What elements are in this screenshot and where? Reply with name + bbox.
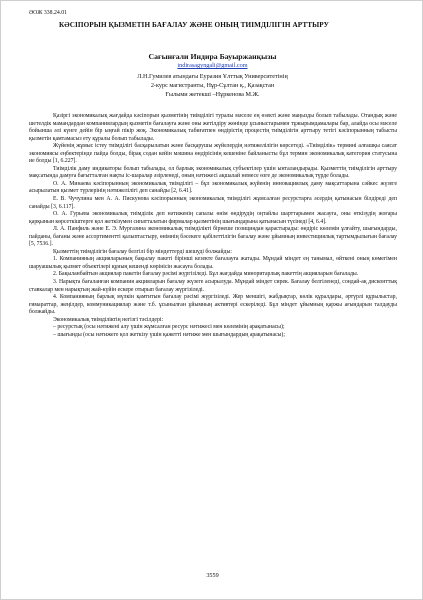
list-item: 2. Бақыланбайтын акциялар пакетін бағалау рәсімі жүргізіледі. Бұл жағдайда миноритарлық пакеттің акцияларын бағалады. [53,271,359,278]
paragraph: О. А. Минаева кәсіпорынның экономикалық тиімділігі – бұл экономикалық жүйенің инновациялық даму мақсаттарына сәйкес жүзеге асырылатын қызмет түрлерінің нәтижелілігі деп санайды [2, 6.41]. [29,180,397,195]
paragraph: Қызметтің тиімділігін бағалау белгілі бір міндеттерді шешуді болжайды: [53,248,232,255]
list-item: – ресурстық (осы нәтижені алу үшін жұмсалған ресурс нәтижесі мен көлемінің арақатынасы); [53,324,285,331]
list-item: 4. Компанияның барлық мүлкін қамтитын бағалау рәсімі жүргізіледі. Жер меншігі, жабдықтар, көлік құралдары, әртүрлі құрылыстар, ғимараттар, жеңілдер, коммуникациялар және т.б. ұсынылған ұйымның активтері ескеріледі. Бұл міндет ұйымның қаржы ағындарын талдауды болжайды. [29,294,397,316]
author-email-link[interactable]: indirasagyngali@gmail.com [177,62,248,69]
article-title: КӘСІПОРЫН ҚЫЗМЕТІН БАҒАЛАУ ЖӘНЕ ОНЫҢ ТИІМДІЛІГІН АРТТЫРУ [59,21,329,29]
list-item: 3. Нарықта бағаланған компания акцияларын бағалау жүзеге асырылуда. Мұндай міндет сирек. Бағалау белгіленеді, сондай-ақ дисконттық ставкалар мен нарықтың жай-күйін ескере отырып бағалау жүргізіледі. [29,279,397,293]
paragraph: Л. А. Панфиль және Е. Э. Мургазина экономикалық тиімділікті бірнеше позициядан қарастырады: өндіріс көлемін ұлғайту, шығындарды, пайданы, бағаны және ассортиментті қалыптастыру, өнімнің бәсекеге қабілеттілігін бағалау және ұйымның инвестициялық тартымдылығын бағалау [5, 7536.]. [29,226,397,248]
author-name: Сағынғали Индира Бауыржанқызы [148,52,277,61]
paragraph: О. А. Гурьева экономикалық тиімділік деп нәтиженің сапалы өнім өндірудің оңтайлы шарттарымен жасауға, оны өткізудің жоғары қарқынын көрсеткіштерге қол жеткізумен сипатталатын фирмалар қызметінің шығындарына қатынасын түсінеді [4, 6.4]. [29,211,397,225]
paragraph: Қазіргі экономикалық жағдайда кәсіпорын қызметінің тиімділігі туралы мәселе ең өзекті және маңызды болып табылады. Отандық және шетелдік мамандардан компаниялардың қызметін бағалауға және оны жетілдіру жөнінде ұсыныстарымен тұжырымдамалары бар, алайда осы мәселе бойынша әлі күнге дейін бір ыңғай пікір жоқ. Экономикалық табиғатпен өндірістің процестің тиімділігін арттыру тетігі кәсіпорынның табысты қызметін қамтамасыз ету құралы болып табылады. [29,113,397,142]
author-affiliation-university: Л.Н.Гумилев атындағы Еуразия Ұлттық Университетінің [137,73,288,80]
udc-code: ӘОЖ 338.24.01 [29,10,68,16]
scientific-supervisor: Ғылыми жетекші –Нұркенова М.Ж. [165,91,260,98]
list-item: 1. Компанияның акцияларының бақылау пакеті бірінші кезекте бағалауға жатады. Мұндай міндет ең танымал, өйткені оның көмегімен шаруашылық қызмет объектілері құның кешенді көрінісін жасауға болады. [29,256,397,270]
page-number: 3559 [206,572,219,579]
list-item: – шығынды (осы нәтижеге қол жеткізу үшін қажетті нәтиже мен шығындардың арақатынасы); [53,331,285,338]
article-body [29,113,397,339]
paragraph: Е. В. Чучулина мен А. А. Пяскунова кәсіпорынның экономикалық тиімділігі жұмсалған ресурстарға әсердің қатынасын білдіреді деп санайды [3, 6.117]. [29,196,397,210]
paragraph: Экономикалық тиімділіктің негізгі тәсілдері: [53,316,164,323]
author-affiliation-program: 2-курс магистранты, Нұр-Сұлтан қ., Қазақстан [150,82,275,89]
paragraph: Тиімділік даму индикаторы болып табылады, ол барлық экономикалық субъектілер үшін ынталандырады. Қызметтің тиімділігін арттыру мақсатында дамуға бағытталған нақты іс-шаралар әзірленеді, оның нәтижесі ақшалай немесе өзге де экономикалық түрде болады. [29,165,397,180]
paragraph: Жүйенің жұмыс істеу тиімділігі басқарылатын және басқарушы жүйелердің нәтижелілігін көрсетеді. «Тиімділік» термині алғашқы саясат экономиясы еңбектерінде пайда болды, бірақ содан кейін мәшина өндірісінің кешеніне байланысты бұл термин экономикалық категория статусына ие болды [1, 6.227]. [29,143,397,165]
